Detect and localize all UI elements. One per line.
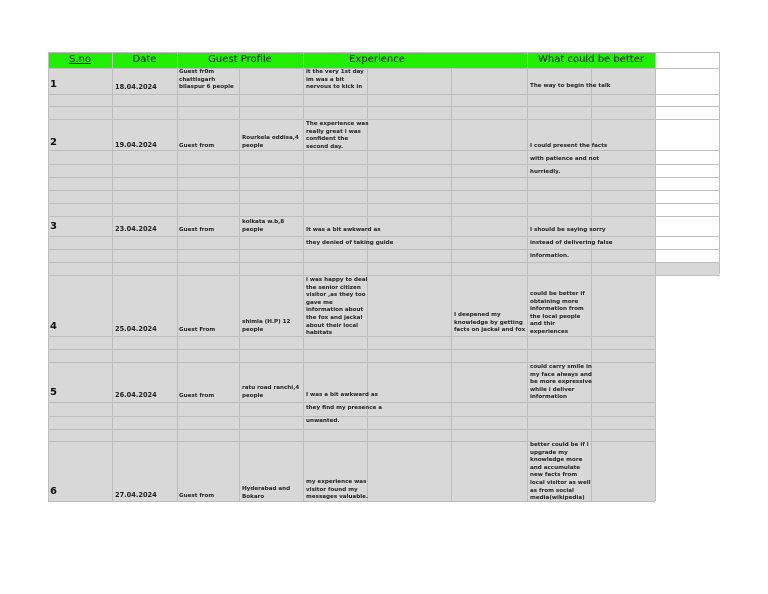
row-number: 5	[50, 387, 57, 398]
guest-label: Guest from	[179, 227, 215, 233]
header-what-could-be-better: What could be better	[538, 54, 644, 65]
improvement-text: could carry smile in my face always and be more expressive while i deliver information	[530, 364, 592, 401]
experience-text: The experience was really great i was confident the second day.	[306, 121, 369, 150]
experience-text: It was a bit awkward as	[306, 227, 381, 233]
guest-place: Rourkela oddisa,4 people	[242, 135, 299, 149]
experience-text: I was a bit awkward as	[306, 392, 378, 398]
extended-row-strip	[655, 262, 719, 275]
row-date: 18.04.2024	[115, 83, 157, 91]
row-date: 26.04.2024	[115, 391, 157, 399]
guest-label: Guest from	[179, 493, 215, 499]
experience-text: it the very 1st day im was a bit nervous to kick in	[306, 69, 364, 91]
guest-origin: Guest fr0m chattisgarh bilaspur 6 people	[179, 69, 234, 91]
row-number: 3	[50, 221, 57, 232]
guest-label: Guest from	[179, 143, 215, 149]
header-date: Date	[132, 54, 157, 65]
improvement-text: The way to begin the talk	[530, 83, 611, 89]
experience-text: they find my presence a	[306, 405, 383, 411]
improvement-text: hurriedly.	[530, 169, 561, 175]
row-date: 23.04.2024	[115, 225, 157, 233]
row-date: 19.04.2024	[115, 141, 157, 149]
guest-place: kolkata w.b,8 people	[242, 219, 285, 233]
row-date: 25.04.2024	[115, 325, 157, 333]
experience-text: i was happy to deal the senior citizen visitor ,as they too gave me information about the fox and jackal about their local habitats	[306, 277, 368, 337]
learning-text: I deepened my knowledge by getting facts on jackal and fox	[454, 312, 526, 334]
improvement-text: could be better if obtaining more information from the local people and thir experiences	[530, 291, 585, 335]
row-number: 4	[50, 321, 57, 332]
improvement-text: I could present the facts	[530, 143, 608, 149]
improvement-text: better could be if i upgrade my knowledge more and accumulate new facts from local visitor as well as from social media(wikipedia)	[530, 442, 591, 502]
guest-label: Guest from	[179, 393, 215, 399]
experience-text: they denied of taking guide	[306, 240, 394, 246]
row-date: 27.04.2024	[115, 491, 157, 499]
header-experience: Experience	[349, 54, 405, 65]
guest-label: Guest From	[179, 327, 216, 333]
header-blank	[655, 52, 720, 68]
improvement-text: with patience and not	[530, 156, 600, 162]
header-sno: S.no	[69, 54, 91, 65]
improvement-text: instead of delivering false	[530, 240, 613, 246]
guest-place: shimla (H.P) 12 people	[242, 319, 291, 333]
row-number: 6	[50, 486, 57, 497]
guest-place: ratu road ranchi,4 people	[242, 385, 300, 399]
row-number: 1	[50, 79, 57, 90]
improvement-text: information.	[530, 253, 570, 259]
row-number: 2	[50, 137, 57, 148]
header-guest-profile: Guest Profile	[208, 54, 272, 65]
experience-text: unwanted.	[306, 418, 340, 424]
guest-place: Hyderabad and Bokaro	[242, 486, 291, 500]
experience-text: my experience was visitor found my messages valuable.	[306, 479, 369, 501]
improvement-text: I should be saying sorry	[530, 227, 606, 233]
